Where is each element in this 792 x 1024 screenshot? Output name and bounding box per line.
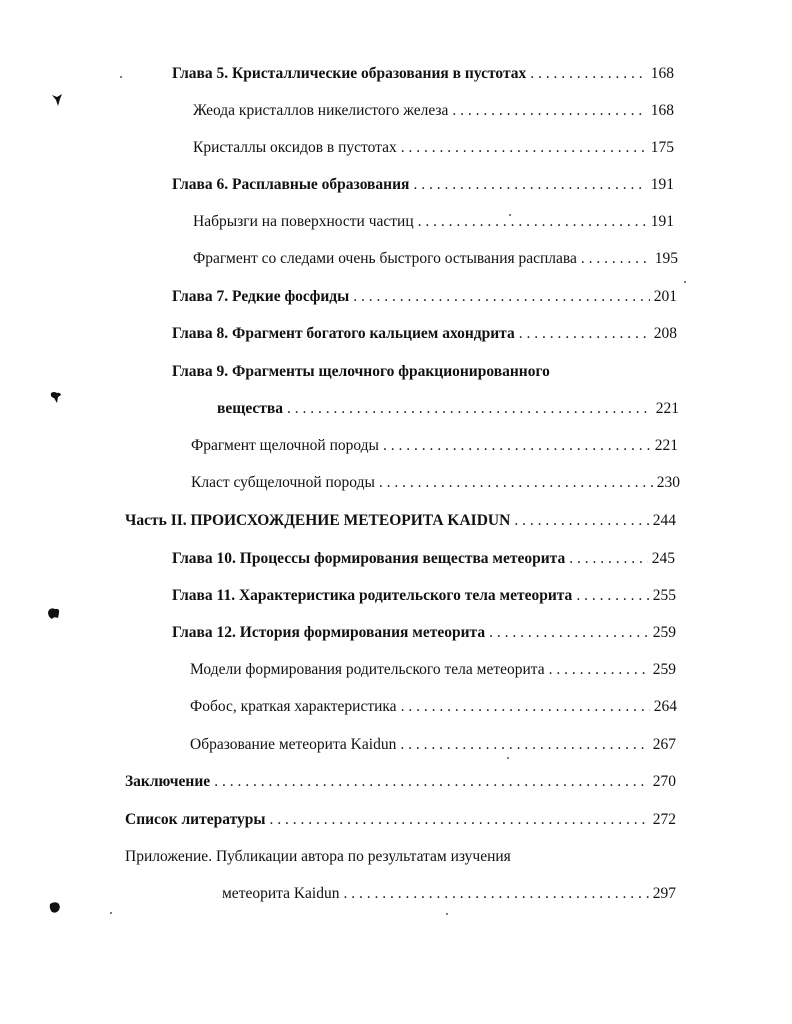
toc-heading-appendix: Приложение. Публикации автора по результатам изучения bbox=[125, 848, 511, 865]
toc-entry-chapter-8: Глава 8. Фрагмент богатого кальцием ахондрита . . . 208 bbox=[172, 323, 677, 345]
toc-entry-appendix-cont: метеорита Kaidun . . . 297 bbox=[222, 883, 676, 905]
page-number: 201 bbox=[653, 288, 677, 305]
toc-entry: Фрагмент со следами очень быстрого остывания расплава . . . 195 bbox=[193, 248, 678, 270]
page-number: 267 bbox=[652, 736, 676, 753]
toc-entry: Образование метеорита Kaidun . . . 267 bbox=[190, 734, 676, 756]
page-number: 244 bbox=[652, 512, 676, 529]
page-number: 191 bbox=[650, 213, 674, 230]
page-number: 168 bbox=[650, 102, 674, 119]
toc-heading-chapter-9: Глава 9. Фрагменты щелочного фракционированного bbox=[172, 363, 550, 380]
page-number: 264 bbox=[653, 698, 677, 715]
toc-entry-chapter-6: Глава 6. Расплавные образования . . . 191 bbox=[172, 174, 674, 196]
scan-speck bbox=[684, 281, 686, 283]
scan-speck bbox=[507, 757, 509, 759]
page-number: 230 bbox=[656, 474, 680, 491]
toc-entry: Набрызги на поверхности частиц . . . 191 bbox=[193, 211, 674, 233]
page-number: 259 bbox=[652, 624, 676, 641]
toc-entry-chapter-12: Глава 12. История формирования метеорита . . . 259 bbox=[172, 622, 676, 644]
page-number: 221 bbox=[654, 437, 678, 454]
toc-entry-chapter-11: Глава 11. Характеристика родительского тела метеорита . . . 255 bbox=[172, 585, 676, 607]
page-number: 245 bbox=[651, 550, 675, 567]
scan-speck bbox=[110, 912, 112, 914]
toc-entry: Жеода кристаллов никелистого железа . . . 168 bbox=[193, 100, 674, 122]
page-number: 175 bbox=[650, 139, 674, 156]
toc-entry: Класт субщелочной породы . . . 230 bbox=[191, 472, 680, 494]
page-number: 191 bbox=[650, 176, 674, 193]
scan-mark-icon bbox=[46, 606, 62, 622]
page-number: 195 bbox=[654, 250, 678, 267]
page-number: 297 bbox=[652, 885, 676, 902]
toc-entry: Модели формирования родительского тела метеорита . . . 259 bbox=[190, 659, 676, 681]
page-number: 208 bbox=[653, 325, 677, 342]
toc-entry-references: Список литературы . . . 272 bbox=[125, 809, 676, 831]
toc-entry: Фобос, краткая характеристика . . . 264 bbox=[190, 696, 677, 718]
page-number: 272 bbox=[652, 811, 676, 828]
scan-mark-icon bbox=[50, 92, 66, 108]
toc-entry: Кристаллы оксидов в пустотах . . . 175 bbox=[193, 137, 674, 159]
page-number: 259 bbox=[652, 661, 676, 678]
scan-mark-icon bbox=[47, 900, 63, 916]
toc-entry-chapter-9-cont: вещества . . . 221 bbox=[217, 398, 679, 420]
page-number: 168 bbox=[650, 65, 674, 82]
scan-mark-icon bbox=[48, 389, 64, 405]
toc-entry-part-2: Часть II. ПРОИСХОЖДЕНИЕ МЕТЕОРИТА KAIDUN . . . 244 bbox=[125, 510, 676, 532]
toc-entry-conclusion: Заключение . . . 270 bbox=[125, 771, 676, 793]
scan-speck bbox=[509, 214, 511, 216]
toc-entry-chapter-7: Глава 7. Редкие фосфиды . . . 201 bbox=[172, 286, 677, 308]
scan-speck bbox=[120, 76, 122, 78]
toc-entry: Фрагмент щелочной породы . . . 221 bbox=[191, 435, 678, 457]
page-number: 270 bbox=[652, 773, 676, 790]
toc-entry-chapter-10: Глава 10. Процессы формирования вещества метеорита . . . 245 bbox=[172, 548, 675, 570]
page-number: 255 bbox=[652, 587, 676, 604]
page-number: 221 bbox=[655, 400, 679, 417]
toc-entry-chapter-5: Глава 5. Кристаллические образования в пустотах . . . 168 bbox=[172, 63, 674, 85]
scan-speck bbox=[446, 913, 448, 915]
